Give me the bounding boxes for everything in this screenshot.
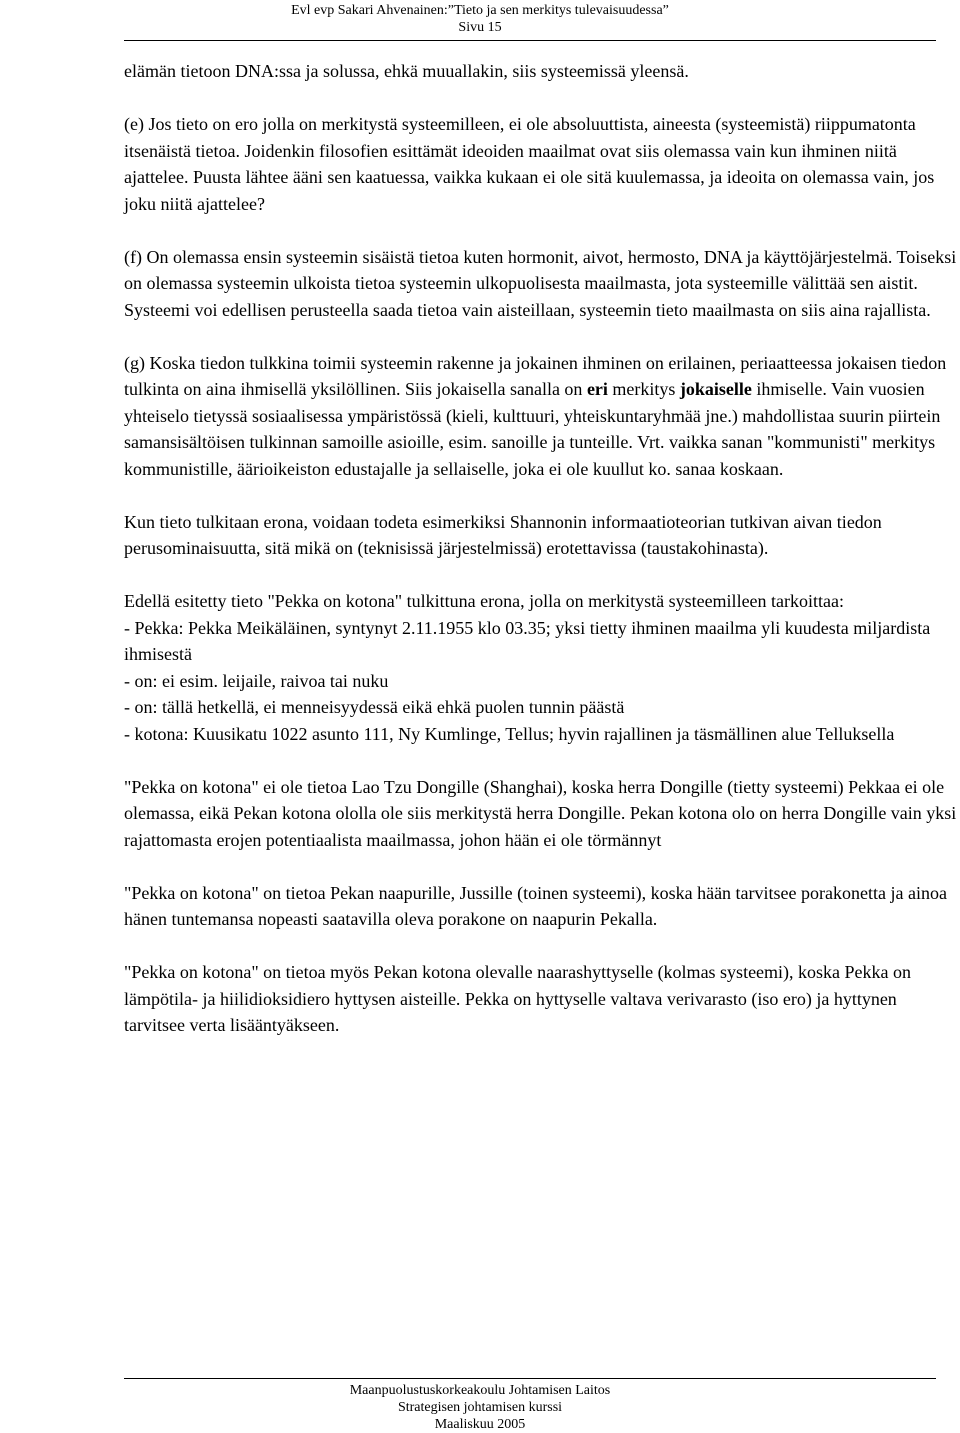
list-item: - on: tällä hetkellä, ei menneisyydessä eikä ehkä puolen tunnin päästä (124, 697, 625, 717)
footer-institution: Maanpuolustuskorkeakoulu Johtamisen Laitos (349, 1383, 611, 1398)
paragraph: "Pekka on kotona" on tietoa myös Pekan kotona olevalle naarashyttyselle (kolmas systeemi), koska Pekka on lämpötila- ja hiilidioksidiero hyttysen aisteille. Pekka on hyttyselle valtava verivarasto (iso ero) ja hyttynen tarvitsee verta lisääntyäkseen. (124, 962, 912, 1035)
bold-text: eri (586, 379, 608, 399)
paragraph: (e) Jos tieto on ero jolla on merkitystä systeemilleen, ei ole absoluuttista, aineesta (systeemistä) riippumatonta itsenäistä tietoa. Joidenkin filosofien esittämät ideoiden maailmat ovat siis olemassa vain kun ihminen niitä ajattelee. Puusta lähtee ääni sen kaatuessa, vaikka kukaan ei ole sitä kuulemassa, ja ideoita on olemassa vain, jos joku niitä ajattelee? (124, 114, 935, 214)
header-page-number: Sivu 15 (458, 20, 502, 35)
paragraph: Kun tieto tulkitaan erona, voidaan todeta esimerkiksi Shannonin informaatioteorian tutkivan aivan tiedon perusominaisuutta, sitä mikä on (teknisissä järjestelmissä) erotettavissa (taustakohinasta). (124, 511, 882, 558)
paragraph (124, 350, 960, 483)
bold-text: jokaiselle (679, 379, 752, 399)
paragraph-text: ihmiselle. Vain vuosien yhteiselo tietyssä sosiaalisessa ympäristössä (kieli, kulttuuri, yhteiskuntaryhmää jne.) mahdollistaa suurin piirtein samansisältöisen tulkinnan samoille asioille, esim. sanoille ja tunteille. Vrt. vaikka sanan "kommunisti" merkitys kommunistille, äärioikeiston edustajalle ja sellaiselle, joka ei ole kuullut ko. sanaa koskaan. (124, 379, 941, 479)
list-item: - kotona: Kuusikatu 1022 asunto 111, Ny Kumlinge, Tellus; hyvin rajallinen ja täsmällinen alue Telluksella (124, 723, 895, 744)
paragraph-text: merkitys (607, 379, 680, 399)
page-footer (0, 1382, 960, 1433)
paragraph: "Pekka on kotona" on tietoa Pekan naapurille, Jussille (toinen systeemi), koska hään tarvitsee porakonetta ja ainoa hänen tuntemansa nopeasti saatavilla oleva porakone on naapurin Pekalla. (124, 882, 947, 929)
list-item: - on: ei esim. leijaile, raivoa tai nuku (124, 670, 389, 691)
list-item: - Pekka: Pekka Meikäläinen, syntynyt 2.11.1955 klo 03.35; yksi tietty ihminen maailma yli kuudesta miljardista ihmisestä (124, 617, 931, 664)
document-body (124, 58, 960, 1065)
footer-course: Strategisen johtamisen kurssi (397, 1400, 563, 1415)
header-title: Evl evp Sakari Ahvenainen:”Tieto ja sen merkitys tulevaisuudessa” (291, 3, 669, 18)
footer-date: Maaliskuu 2005 (434, 1417, 526, 1432)
paragraph: (f) On olemassa ensin systeemin sisäistä tietoa kuten hormonit, aivot, hermosto, DNA ja käyttöjärjestelmä. Toiseksi on olemassa systeemin ulkoista tietoa systeemin ulkopuolisesta maailmasta, jota systeemille välittää sen aistit. Systeemi voi edellisen perusteella saada tietoa vain aisteillaan, systeemin tieto maailmasta on siis aina rajallista. (124, 246, 957, 320)
paragraph: "Pekka on kotona" ei ole tietoa Lao Tzu Dongille (Shanghai), koska herra Dongille (tietty systeemi) Pekkaa ei ole olemassa, eikä Pekan kotona ololla ole siis merkitystä herra Dongille. Pekan kotona olo on herra Dongille vain yksi rajattomasta erojen potentiaalista maailmassa, johon hään ei ole törmännyt (124, 776, 957, 850)
footer-divider (124, 1378, 936, 1379)
paragraph: elämän tietoon DNA:ssa ja solussa, ehkä muuallakin, siis systeemissä yleensä. (124, 61, 689, 81)
paragraph (124, 588, 960, 747)
paragraph-intro: Edellä esitetty tieto "Pekka on kotona" tulkittuna erona, jolla on merkitystä systeemilleen tarkoittaa: (124, 591, 845, 611)
paragraph-text: (g) Koska tiedon tulkkina toimii systeemin rakenne ja jokainen ihminen on erilainen, periaatteessa jokaisen tiedon tulkinta on aina ihmisellä yksilöllinen. Siis jokaisella sanalla on (124, 352, 947, 399)
header-divider (124, 40, 936, 41)
